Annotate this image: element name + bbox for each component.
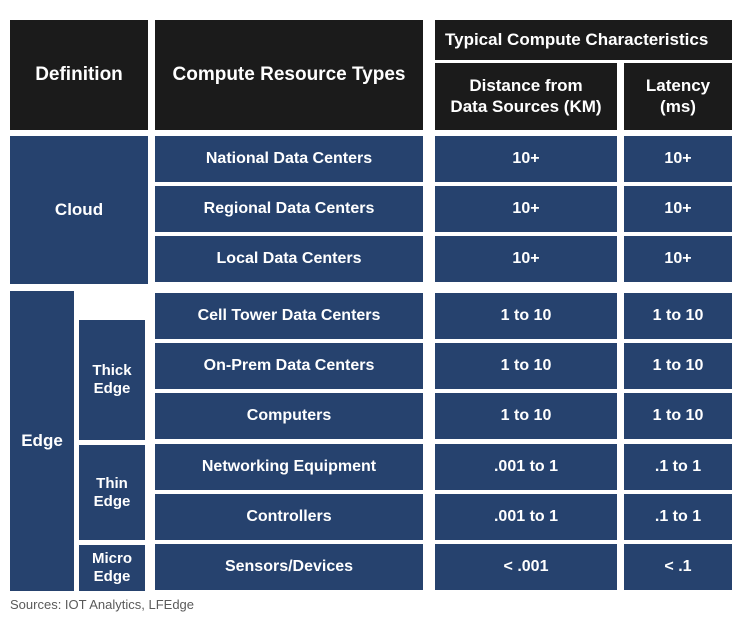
header-definition: Definition: [10, 20, 148, 130]
table-cell-distance: 1 to 10: [435, 343, 617, 389]
table-cell-latency: 10+: [624, 136, 732, 182]
table-cell-latency: 1 to 10: [624, 393, 732, 439]
table-row: Regional Data Centers: [155, 186, 423, 232]
table-cell-distance: 10+: [435, 186, 617, 232]
group-micro-edge-line2: Edge: [93, 568, 131, 585]
group-thin-edge-line2: Edge: [93, 492, 131, 510]
group-thin-edge: [79, 445, 145, 540]
table-row: Networking Equipment: [155, 444, 423, 490]
table-row: National Data Centers: [155, 136, 423, 182]
group-thin-edge-line1: Thin: [96, 474, 128, 492]
table-cell-distance: .001 to 1: [435, 494, 617, 540]
group-thick-edge-line2: Edge: [93, 380, 131, 397]
header-latency-line2: (ms): [660, 96, 696, 116]
table-cell-latency: 10+: [624, 186, 732, 232]
table-cell-latency: .1 to 1: [624, 494, 732, 540]
table-cell-latency: 1 to 10: [624, 343, 732, 389]
header-latency: [624, 63, 732, 130]
header-distance: [435, 63, 617, 130]
table-cell-distance: 10+: [435, 136, 617, 182]
table-cell-latency: 1 to 10: [624, 293, 732, 339]
table-cell-latency: < .1: [624, 544, 732, 590]
header-distance-line1: Distance from: [469, 76, 583, 96]
group-micro-edge-line1: Micro: [91, 550, 132, 568]
header-latency-line1: Latency: [645, 76, 711, 96]
table-row: Controllers: [155, 494, 423, 540]
group-thick-edge: [79, 320, 145, 440]
table-row: Computers: [155, 393, 423, 439]
table-cell-distance: < .001: [435, 544, 617, 590]
header-typical-compute-characteristics: Typical Compute Characteristics: [435, 20, 732, 60]
group-thick-edge-line1: Thick: [92, 362, 132, 380]
group-edge: Edge: [10, 291, 74, 591]
table-row: Local Data Centers: [155, 236, 423, 282]
table-cell-distance: .001 to 1: [435, 444, 617, 490]
table-cell-latency: 10+: [624, 236, 732, 282]
group-micro-edge: [79, 545, 145, 591]
table-cell-latency: .1 to 1: [624, 444, 732, 490]
table-cell-distance: 10+: [435, 236, 617, 282]
header-distance-line2: Data Sources (KM): [450, 96, 602, 116]
group-cloud: Cloud: [10, 136, 148, 284]
sources-note: Sources: IOT Analytics, LFEdge: [10, 597, 195, 612]
table-cell-distance: 1 to 10: [435, 293, 617, 339]
table-cell-distance: 1 to 10: [435, 393, 617, 439]
table-row: On-Prem Data Centers: [155, 343, 423, 389]
header-compute-resource-types: Compute Resource Types: [155, 20, 423, 130]
table-row: Sensors/Devices: [155, 544, 423, 590]
table-row: Cell Tower Data Centers: [155, 293, 423, 339]
